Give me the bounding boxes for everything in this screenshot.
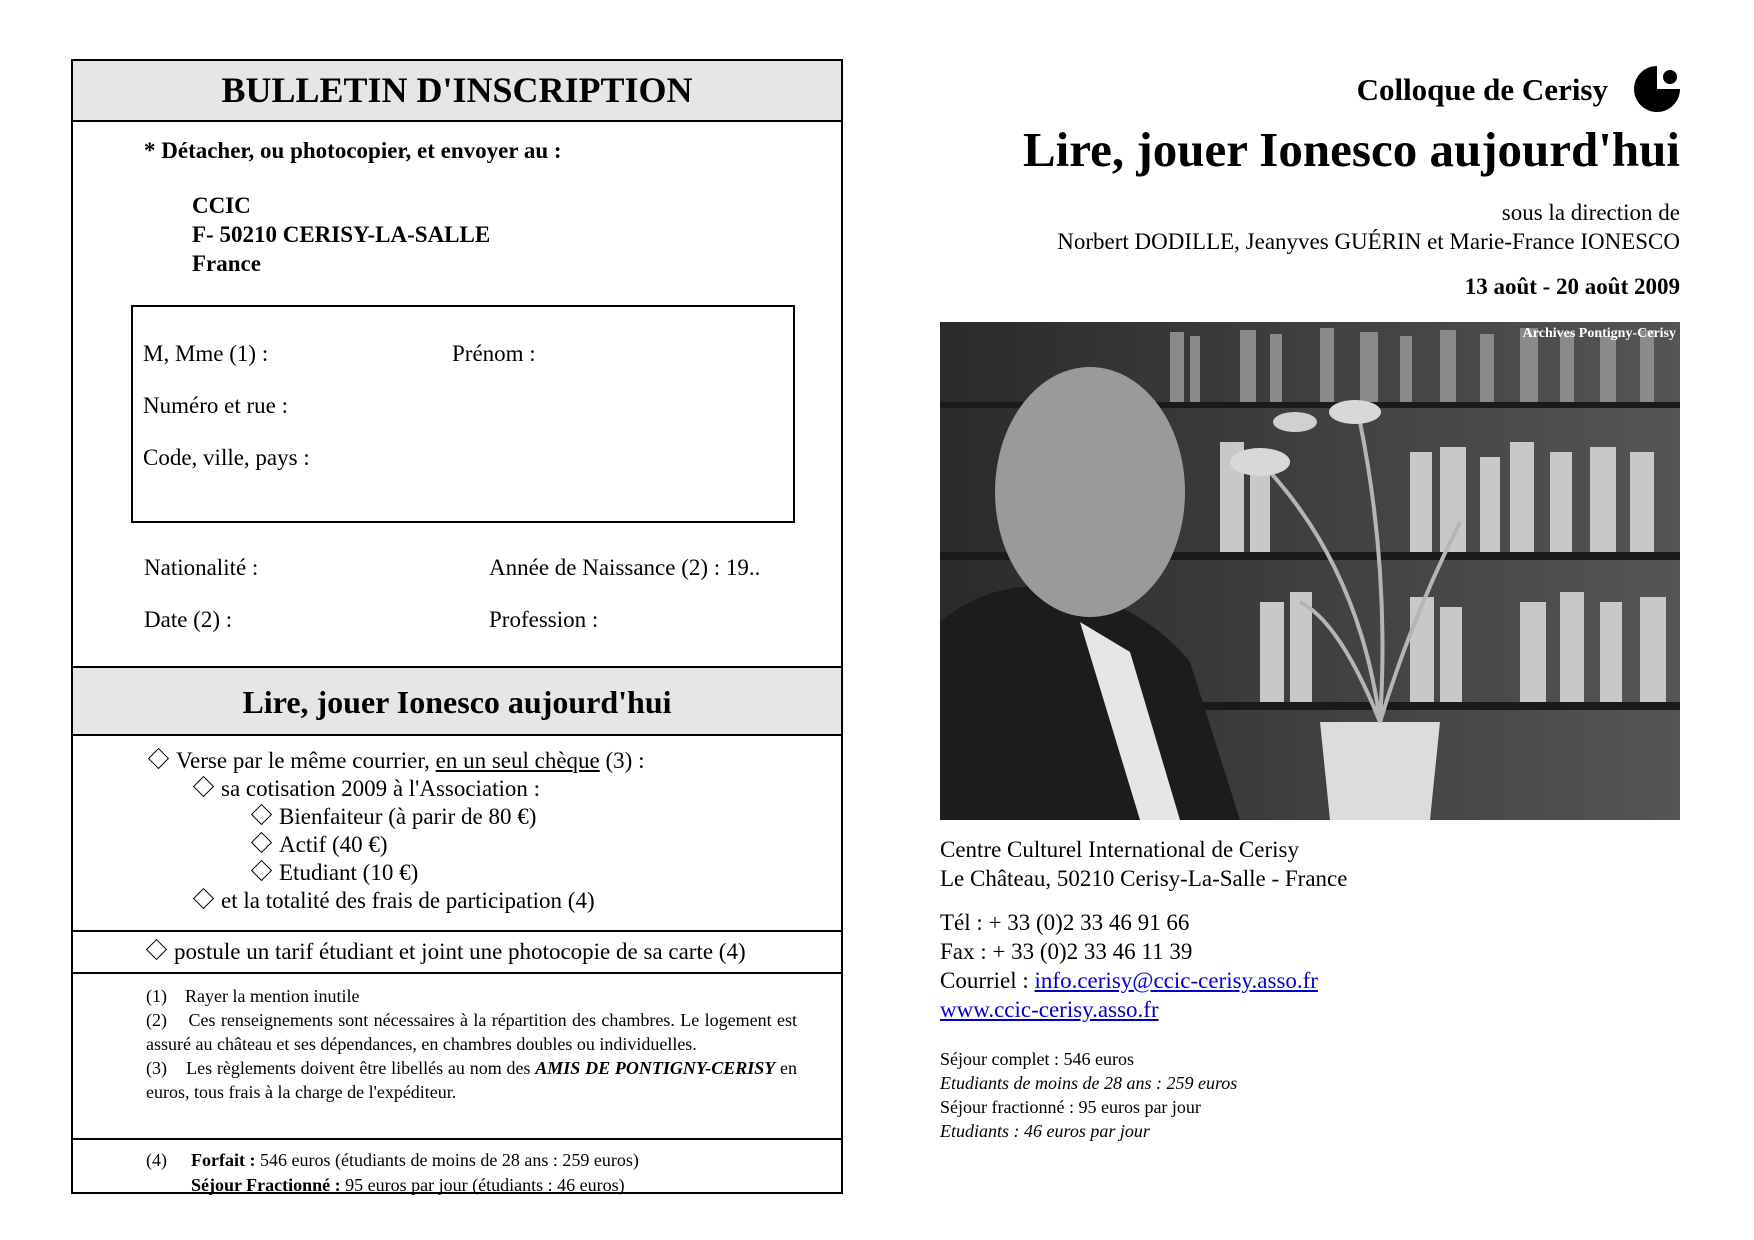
date-field[interactable]: Date (2) : — [144, 607, 233, 632]
photo-credit: Archives Pontigny-Cerisy — [1522, 326, 1676, 341]
cerisy-logo-icon — [1634, 66, 1680, 112]
fax: Fax : + 33 (0)2 33 46 11 39 — [940, 939, 1193, 964]
payment-options — [73, 736, 841, 932]
rate-fractionne: Séjour Fractionné : 95 euros par jour (étudiants : 46 euros) — [191, 1175, 625, 1195]
payment-option-benefactor[interactable]: Bienfaiteur (à parir de 80 €) — [254, 804, 536, 830]
payment-option-cheque[interactable]: Verse par le même courrier, en un seul chèque (3) : — [151, 748, 644, 774]
footnote-2: (2) Ces renseignements sont nécessaires à la répartition des chambres. Le logement est assuré au château et ses dépendances, en chambres doubles ou individuelles. — [146, 1010, 802, 1054]
payment-option-membership[interactable]: sa cotisation 2009 à l'Association : — [196, 776, 540, 802]
civility-field[interactable]: M, Mme (1) : — [143, 341, 269, 366]
portrait-photo — [940, 322, 1680, 820]
payment-option-total[interactable]: et la totalité des frais de participation (4) — [196, 888, 595, 914]
website-link[interactable]: www.ccic-cerisy.asso.fr — [940, 997, 1159, 1022]
registration-form — [71, 59, 843, 1194]
announcement — [940, 0, 1680, 1240]
directors: Norbert DODILLE, Jeanyves GUÉRIN et Marie-France IONESCO — [1057, 229, 1680, 254]
diamond-checkbox-icon[interactable] — [148, 748, 169, 769]
footnote-1: (1) Rayer la mention inutile — [146, 986, 360, 1006]
association-name: AMIS DE PONTIGNY-CERISY — [535, 1058, 776, 1078]
rates-note — [73, 1140, 841, 1198]
student-rate-option[interactable]: postule un tarif étudiant et joint une photocopie de sa carte (4) — [73, 932, 841, 974]
payment-option-student[interactable]: Etudiant (10 €) — [254, 860, 418, 886]
mailing-address-block — [73, 122, 841, 304]
profession-field[interactable]: Profession : — [489, 607, 599, 632]
address-line: F- 50210 CERISY-LA-SALLE — [192, 222, 491, 247]
footnote-3: (3) Les règlements doivent être libellés au nom des AMIS DE PONTIGNY-CERISY en euros, tous frais à la charge de l'expéditeur. — [146, 1058, 802, 1102]
diamond-checkbox-icon[interactable] — [251, 804, 272, 825]
nationality-field[interactable]: Nationalité : — [144, 555, 259, 580]
direction — [1057, 198, 1680, 256]
payment-section — [73, 666, 841, 1198]
center-name: Centre Culturel International de Cerisy — [940, 837, 1299, 862]
city-field[interactable]: Code, ville, pays : — [143, 445, 310, 470]
footnotes — [73, 974, 841, 1140]
price-fractional: Séjour fractionné : 95 euros par jour — [940, 1097, 1201, 1117]
section-title: Lire, jouer Ionesco aujourd'hui — [73, 666, 841, 736]
identity-box — [131, 305, 795, 523]
price-full: Séjour complet : 546 euros — [940, 1049, 1134, 1069]
series-title: Colloque de Cerisy — [1356, 72, 1608, 107]
colloquium-title: Lire, jouer Ionesco aujourd'hui — [1022, 122, 1680, 177]
payment-option-active[interactable]: Actif (40 €) — [254, 832, 388, 858]
dates: 13 août - 20 août 2009 — [1464, 274, 1680, 299]
diamond-checkbox-icon[interactable] — [193, 888, 214, 909]
price-student: Etudiants de moins de 28 ans : 259 euros — [940, 1073, 1238, 1093]
diamond-checkbox-icon[interactable] — [251, 860, 272, 881]
address-line: CCIC — [192, 193, 251, 218]
email-line: Courriel : info.cerisy@ccic-cerisy.asso.fr — [940, 968, 1318, 993]
form-title: BULLETIN D'INSCRIPTION — [73, 61, 841, 122]
mailing-address — [192, 191, 490, 278]
address-line: France — [192, 251, 261, 276]
rate-forfait: (4) Forfait : 546 euros (étudiants de moins de 28 ans : 259 euros) — [146, 1150, 639, 1170]
diamond-checkbox-icon[interactable] — [251, 832, 272, 853]
photo-illustration — [940, 322, 1680, 820]
contact-info — [940, 835, 1347, 1024]
price-fractional-student: Etudiants : 46 euros par jour — [940, 1121, 1150, 1141]
diamond-checkbox-icon[interactable] — [146, 939, 167, 960]
street-field[interactable]: Numéro et rue : — [143, 393, 288, 418]
birth-year-field[interactable]: Année de Naissance (2) : 19.. — [489, 555, 761, 580]
center-address: Le Château, 50210 Cerisy-La-Salle - France — [940, 866, 1348, 891]
prices — [940, 1047, 1237, 1143]
single-cheque-text: en un seul chèque — [435, 748, 600, 773]
email-link[interactable]: info.cerisy@ccic-cerisy.asso.fr — [1034, 968, 1318, 993]
mailing-instruction: * Détacher, ou photocopier, et envoyer au : — [144, 138, 562, 163]
diamond-checkbox-icon[interactable] — [193, 776, 214, 797]
direction-label: sous la direction de — [1501, 200, 1680, 225]
first-name-field[interactable]: Prénom : — [452, 341, 536, 366]
phone: Tél : + 33 (0)2 33 46 91 66 — [940, 910, 1190, 935]
